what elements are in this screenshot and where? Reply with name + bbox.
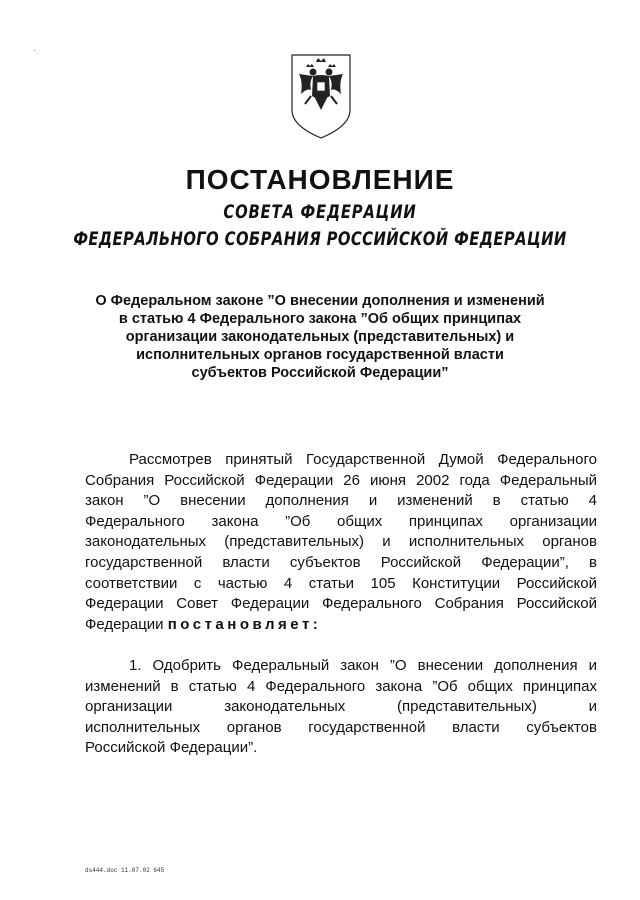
coat-of-arms-icon	[289, 52, 353, 140]
paragraph-last-line	[85, 615, 597, 636]
paragraph-line: закон ”О внесении дополнения и изменений в статью 4	[85, 492, 597, 510]
heading-line: субъектов Российской Федерации”	[191, 365, 449, 381]
paragraph-line: 1. Одобрить Федеральный закон ”О внесении дополнения и	[129, 657, 597, 674]
resolution-item-1	[85, 656, 597, 759]
paragraph-line: Федерации Совет Федерации Федерального Собрания Российской	[85, 595, 597, 613]
paragraph-line: соответствии с частью 4 статьи 105 Конституции Российской	[85, 574, 597, 592]
heading-line: исполнительных органов государственной власти	[136, 347, 504, 363]
resolution-heading	[70, 292, 570, 382]
paragraph-line: исполнительных органов государственной власти субъектов	[85, 718, 597, 736]
heading-line: в статью 4 Федерального закона ”Об общих принципах	[118, 311, 522, 327]
preamble-paragraph	[85, 450, 597, 635]
paragraph-line: Рассмотрев принятый Государственной Думой Федерального	[129, 451, 597, 468]
resolves-word: постановляет:	[167, 615, 322, 633]
file-reference-note: ds444.doc 11.07.02 645	[85, 867, 165, 874]
paragraph-line: законодательных (представительных) и исполнительных органов	[85, 533, 597, 551]
paragraph-line: организации законодательных (представительных) и	[85, 698, 597, 716]
document-subtitle-council: СОВЕТА ФЕДЕРАЦИИ	[223, 201, 417, 223]
heading-line: организации законодательных (представительных) и	[125, 329, 515, 345]
margin-mark	[34, 50, 35, 51]
document-subtitle-assembly: ФЕДЕРАЛЬНОГО СОБРАНИЯ РОССИЙСКОЙ ФЕДЕРАЦИИ	[73, 228, 567, 250]
paragraph-line: Российской Федерации”.	[85, 739, 258, 757]
paragraph-line: Федерального закона ”Об общих принципах организации	[85, 512, 597, 530]
paragraph-line: Собрания Российской Федерации 26 июня 2002 года Федеральный	[85, 471, 597, 489]
heading-line: О Федеральном законе ”О внесении дополнения и изменений	[95, 293, 545, 309]
document-title: ПОСТАНОВЛЕНИЕ	[185, 164, 455, 195]
paragraph-line: государственной власти субъектов Российской Федерации”, в	[85, 553, 597, 571]
paragraph-line: изменений в статью 4 Федерального закона ”Об общих принципах	[85, 677, 597, 695]
paragraph-line-prefix: Федерации	[85, 615, 164, 633]
